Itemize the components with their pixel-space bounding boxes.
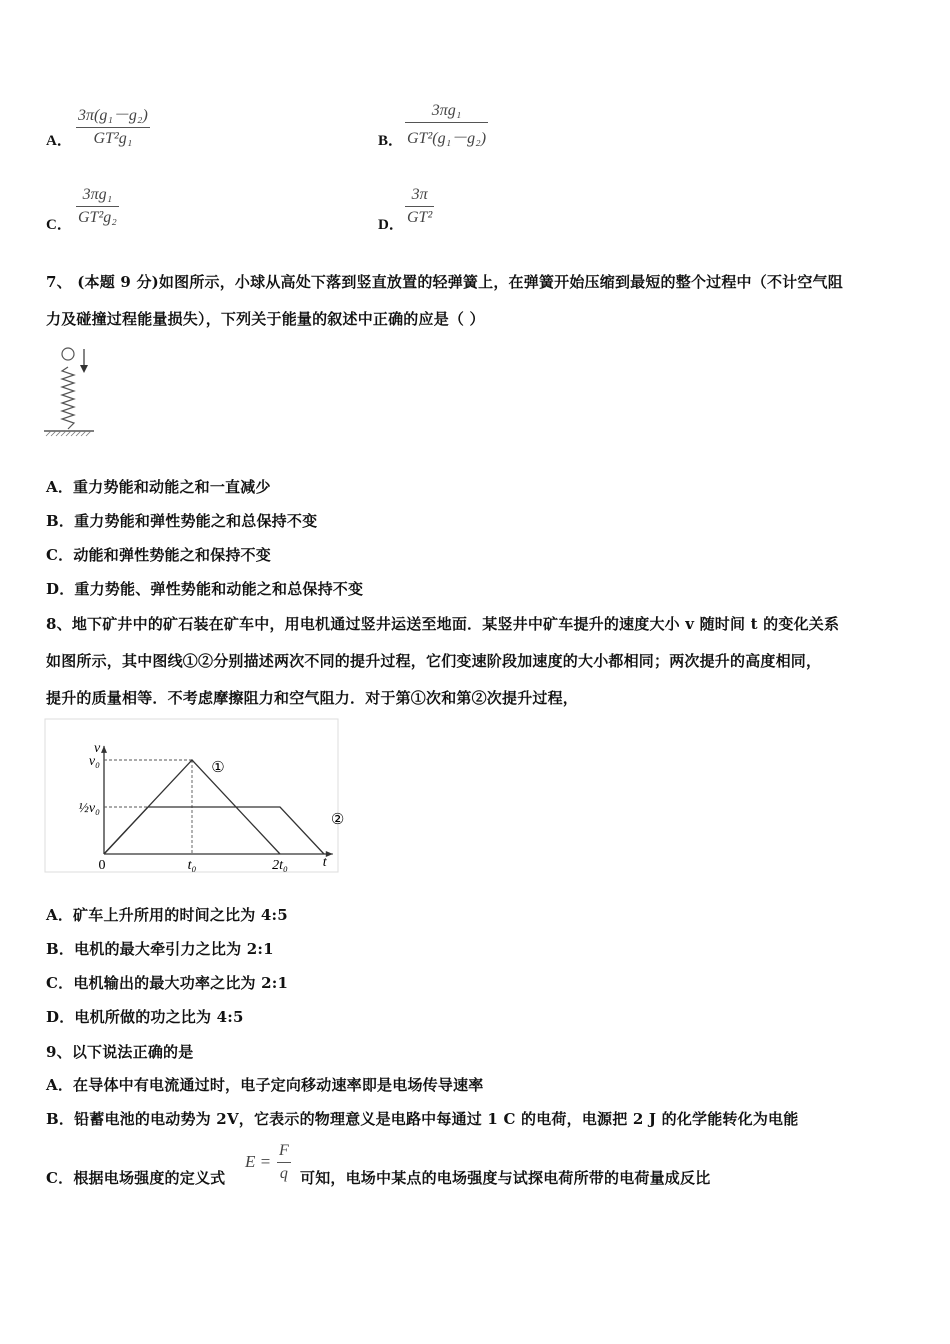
- series-label-1: ①: [211, 760, 225, 776]
- velocity-time-chart: [44, 718, 345, 874]
- q9-formula-numerator: F: [279, 1142, 289, 1159]
- q6-option-a-denominator: GT²g₁: [93, 130, 133, 147]
- q6-option-c-numerator: 3πg₁: [82, 186, 113, 203]
- q8-option-b: B．电机的最大牵引力之比为 2:1: [46, 940, 274, 958]
- spring-icon: [62, 367, 74, 429]
- series-line-2: [104, 807, 324, 854]
- q7-option-c: C．动能和弹性势能之和保持不变: [46, 546, 271, 564]
- q8-stem-line3: 提升的质量相等．不考虑摩擦阻力和空气阻力．对于第①次和第②次提升过程，: [46, 689, 579, 707]
- q6-option-a-fraction: [76, 102, 150, 148]
- ground-hatching: [46, 431, 91, 436]
- q9-formula-denominator: q: [279, 1165, 288, 1182]
- q7-stem-line2: 力及碰撞过程能量损失），下列关于能量的叙述中正确的应是（ ）: [46, 310, 485, 328]
- q7-option-d: D．重力势能、弹性势能和动能之和总保持不变: [46, 580, 364, 598]
- q6-option-c-fraction: [76, 186, 119, 227]
- x-tick-label-1: t₀: [187, 858, 197, 873]
- q6-option-d-numerator: 3π: [411, 186, 428, 203]
- q8-option-c: C．电机输出的最大功率之比为 2:1: [46, 974, 289, 992]
- q6-option-b-denominator: GT²(g₁－g₂): [407, 130, 487, 147]
- x-tick-label-2: 2t₀: [272, 858, 288, 873]
- q8-option-a: A．矿车上升所用的时间之比为 4:5: [46, 906, 288, 924]
- q7-option-b: B．重力势能和弹性势能之和总保持不变: [46, 512, 318, 530]
- q9-option-c-suffix: 可知，电场中某点的电场强度与试探电荷所带的电荷量成反比: [300, 1169, 711, 1187]
- q9-stem: 9、以下说法正确的是: [46, 1043, 194, 1061]
- ball-icon: [62, 348, 74, 360]
- q6-option-d-letter: D．: [378, 217, 404, 233]
- q6-option-b-numerator: 3πg₁: [431, 102, 462, 119]
- q9-formula-lhs: E =: [245, 1152, 272, 1171]
- y-axis-label: v: [94, 740, 101, 756]
- q9-formula-fraction: [277, 1142, 291, 1183]
- x-tick-label-0: 0: [98, 858, 106, 873]
- q6-option-a-letter: A．: [46, 133, 72, 149]
- q6-option-a-numerator: 3π(g₁－g₂): [78, 107, 148, 124]
- q8-stem-line2: 如图所示，其中图线①②分别描述两次不同的提升过程，它们变速阶段加速度的大小都相同；两次提升的高度相同，: [46, 652, 822, 670]
- q9-option-a: A．在导体中有电流通过时，电子定向移动速率即是电场传导速率: [46, 1076, 484, 1094]
- q6-option-b-fraction: [405, 102, 488, 148]
- y-tick-label-1: v₀: [88, 754, 100, 769]
- q6-option-d-fraction: [405, 186, 434, 227]
- ball-spring-figure: [44, 345, 96, 437]
- series-label-2: ②: [330, 811, 345, 828]
- chart-frame: [45, 719, 338, 872]
- x-axis-label: t: [322, 855, 327, 870]
- q8-stem-line1: 8、地下矿井中的矿石装在矿车中，用电机通过竖井运送至地面．某竖井中矿车提升的速度大小 v 随时间 t 的变化关系: [46, 615, 840, 633]
- y-tick-label-0: ½v₀: [78, 801, 100, 816]
- q8-option-d: D．电机所做的功之比为 4:5: [46, 1008, 244, 1026]
- q9-option-c-prefix: C．根据电场强度的定义式: [46, 1169, 226, 1187]
- q7-option-a: A．重力势能和动能之和一直减少: [46, 478, 271, 496]
- q7-stem-line1: 7、 (本题 9 分)如图所示，小球从高处下落到竖直放置的轻弹簧上，在弹簧开始压缩到最短的整个过程中（不计空气阻: [46, 273, 843, 291]
- q6-option-c-denominator: GT²g₂: [78, 209, 117, 226]
- y-axis-arrow: [101, 746, 107, 753]
- q6-option-b-letter: B．: [378, 133, 404, 149]
- q6-option-c-letter: C．: [46, 217, 72, 233]
- q9-option-b: B．铅蓄电池的电动势为 2V，它表示的物理意义是电路中每通过 1 C 的电荷，电源把 2 J 的化学能转化为电能: [46, 1110, 799, 1128]
- q6-option-d-denominator: GT²: [407, 209, 433, 226]
- x-axis-arrow: [326, 851, 333, 857]
